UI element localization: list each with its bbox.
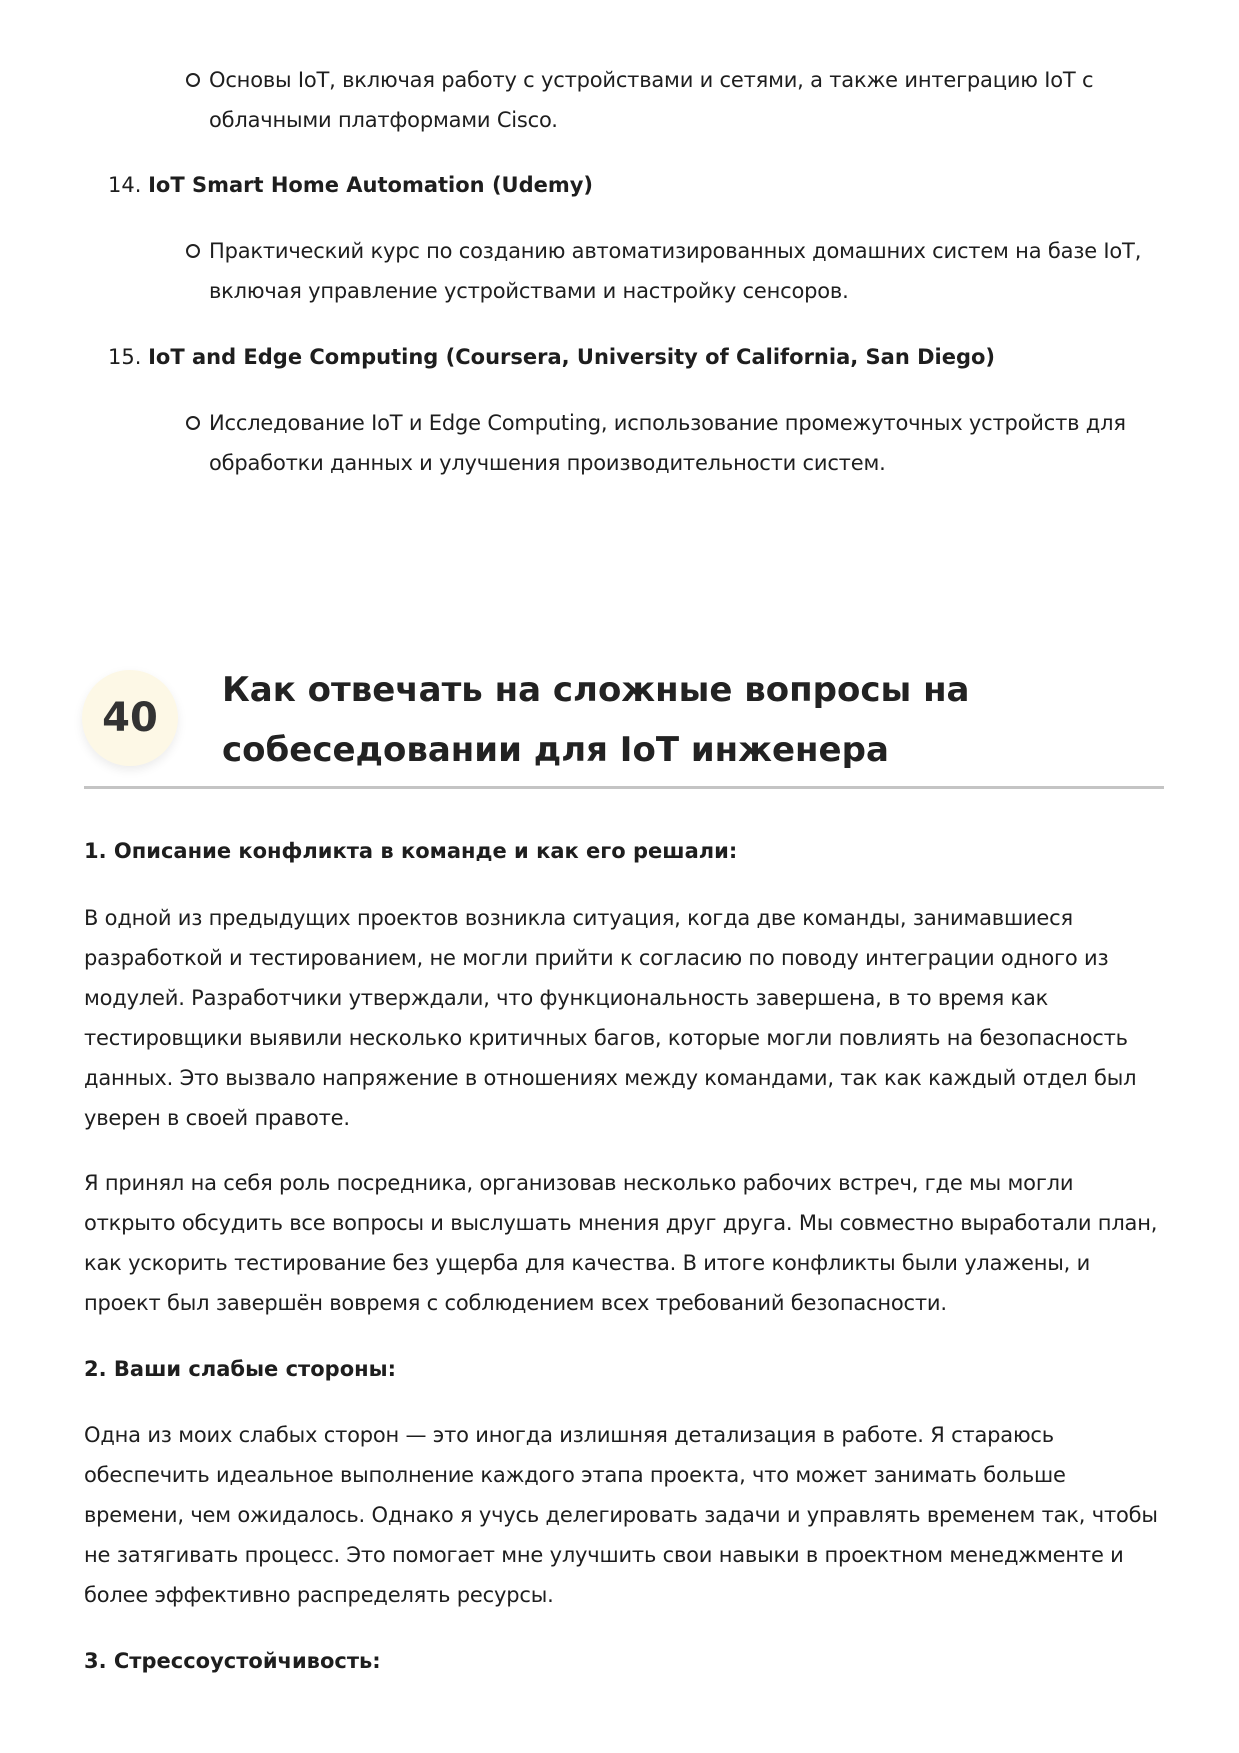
section-number-badge: 40 — [82, 670, 178, 766]
heading-divider — [84, 786, 1164, 789]
question-heading-2: 2. Ваши слабые стороны: — [84, 1357, 397, 1381]
list-number: 15. — [108, 345, 142, 369]
question-heading-1: 1. Описание конфликта в команде и как его решали: — [84, 839, 738, 863]
list-item-14 — [108, 165, 593, 205]
course-title: IoT Smart Home Automation (Udemy) — [148, 173, 594, 197]
list-item-bullet: Основы IoT, включая работу с устройствами и сетями, а также интеграцию IoT с облачными платформами Cisco. — [186, 60, 1146, 140]
question-heading-3: 3. Стрессоустойчивость: — [84, 1649, 381, 1673]
paragraph: Одна из моих слабых сторон — это иногда излишняя детализация в работе. Я стараюсь обеспечить идеальное выполнение каждого этапа проекта, что может занимать больше времени, чем ожидалось. Однако я учусь делегировать задачи и управлять временем так, чтобы не затягивать процесс. Это помогает мне улучшить свои навыки в проектном менеджменте и более эффективно распределять ресурсы. — [84, 1423, 1158, 1607]
section-heading: Как отвечать на сложные вопросы на собеседовании для IoT инженера — [222, 670, 970, 770]
paragraph: Я принял на себя роль посредника, организовав несколько рабочих встреч, где мы могли открыто обсудить все вопросы и выслушать мнения друг друга. Мы совместно выработали план, как ускорить тестирование без ущерба для качества. В итоге конфликты были улажены, и проект был завершён вовремя с соблюдением всех требований безопасности. — [84, 1171, 1158, 1315]
list-number: 14. — [108, 173, 142, 197]
hollow-bullet-icon — [186, 73, 200, 87]
list-item-15 — [108, 337, 995, 377]
course-title: IoT and Edge Computing (Coursera, University of California, San Diego) — [148, 345, 996, 369]
hollow-bullet-icon — [186, 416, 200, 430]
hollow-bullet-icon — [186, 244, 200, 258]
list-item-bullet: Исследование IoT и Edge Computing, использование промежуточных устройств для обработки данных и улучшения производительности систем. — [186, 403, 1146, 483]
paragraph: В одной из предыдущих проектов возникла ситуация, когда две команды, занимавшиеся разработкой и тестированием, не могли прийти к согласию по поводу интеграции одного из модулей. Разработчики утверждали, что функциональность завершена, в то время как тестировщики выявили несколько критичных багов, которые могли повлиять на безопасность данных. Это вызвало напряжение в отношениях между командами, так как каждый отдел был уверен в своей правоте. — [84, 906, 1137, 1130]
list-item-bullet: Практический курс по созданию автоматизированных домашних систем на базе IoT, включая управление устройствами и настройку сенсоров. — [186, 231, 1146, 311]
